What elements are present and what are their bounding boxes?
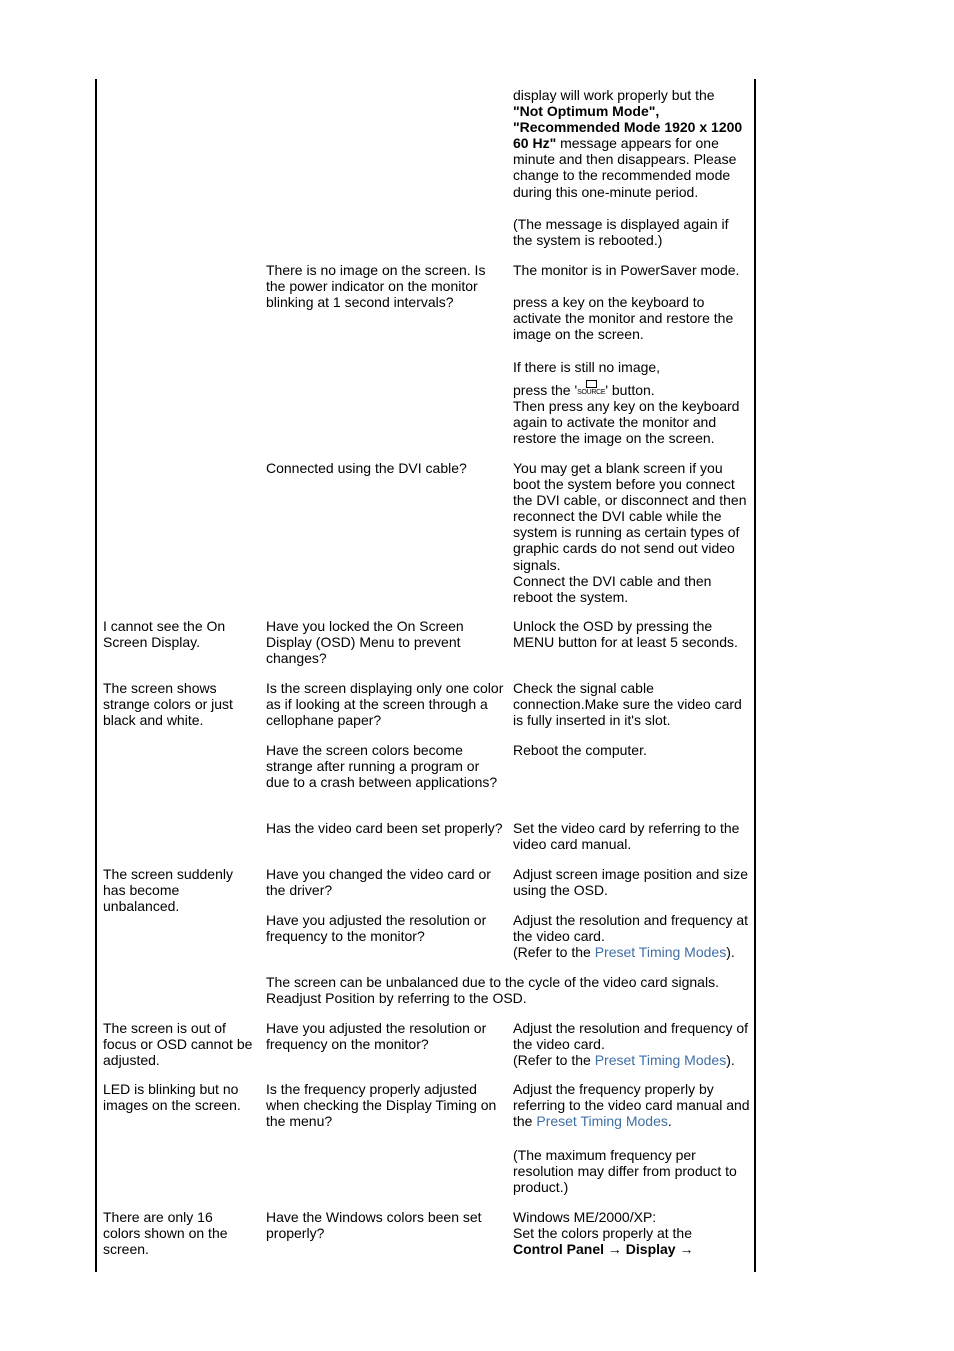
answer-cell <box>513 912 751 960</box>
answer-text: Adjust the frequency properly by referring to the video card manual and the <box>513 1081 750 1130</box>
answer-text: ). <box>726 1052 735 1069</box>
question-cell: Have you adjusted the resolution or frequency to the monitor? <box>266 912 487 945</box>
source-icon-label: SOURCE <box>577 389 606 396</box>
answer-cell <box>513 382 751 399</box>
problem-cell: LED is blinking but no images on the screen. <box>103 1081 241 1114</box>
question-cell: Have you adjusted the resolution or frequency on the monitor? <box>266 1020 487 1053</box>
answer-text: display will work properly but the <box>513 87 715 103</box>
answer-cell: The monitor is in PowerSaver mode. <box>513 262 740 278</box>
answer-cell <box>513 87 751 200</box>
answer-text: Adjust the resolution and frequency at the video card. <box>513 912 749 945</box>
question-cell: There is no image on the screen. Is the power indicator on the monitor blinking at 1 second intervals? <box>266 262 486 311</box>
problem-cell: The screen shows strange colors or just black and white. <box>103 680 233 729</box>
preset-timing-modes-link[interactable]: Preset Timing Modes <box>536 1113 668 1130</box>
problem-cell: The screen is out of focus or OSD cannot be adjusted. <box>103 1020 253 1069</box>
answer-text: ' button. <box>605 382 655 398</box>
answer-text: ). <box>726 944 735 961</box>
answer-text: . <box>667 1113 672 1130</box>
answer-cell: Adjust screen image position and size using the OSD. <box>513 866 749 899</box>
answer-cell <box>513 1209 751 1257</box>
answer-note: (The maximum frequency per resolution may differ from product to product.) <box>513 1147 737 1196</box>
answer-text: press the ' <box>513 382 578 398</box>
answer-emphasis: "Not Optimum Mode", "Recommended Mode 1920 x 1200 60 Hz" <box>513 103 743 152</box>
preset-timing-modes-link[interactable]: Preset Timing Modes <box>594 944 727 961</box>
answer-cell: If there is still no image, <box>513 359 661 375</box>
answer-text: message appears for one minute and then disappears. Please change to the recommended mode during this one-minute period. <box>513 135 737 200</box>
problem-cell: I cannot see the On Screen Display. <box>103 618 226 651</box>
answer-text: Set the colors properly at the <box>513 1225 692 1242</box>
question-cell: Have you locked the On Screen Display (OSD) Menu to prevent changes? <box>266 618 464 667</box>
question-cell: Has the video card been set properly? <box>266 820 503 836</box>
answer-cell: Then press any key on the keyboard again to activate the monitor and restore the image on the screen. <box>513 398 740 447</box>
question-cell: Is the screen displaying only one color as if looking at the screen through a cellophane paper? <box>266 680 504 729</box>
question-cell: Have the screen colors become strange after running a program or due to a crash between applications? <box>266 742 498 791</box>
answer-note: (The message is displayed again if the system is rebooted.) <box>513 216 729 249</box>
question-cell: Is the frequency properly adjusted when checking the Display Timing on the menu? <box>266 1081 497 1130</box>
answer-cell: You may get a blank screen if you boot the system before you connect the DVI cable, or disconnect and then reconnect the DVI cable while the system is running as certain types of graphic cards do not send out video signals. <box>513 460 747 573</box>
answer-cell: Set the video card by referring to the video card manual. <box>513 820 740 853</box>
problem-cell: The screen suddenly has become unbalanced. <box>103 866 233 915</box>
question-cell: Have you changed the video card or the driver? <box>266 866 491 899</box>
answer-cell <box>513 1020 751 1068</box>
answer-cell: Reboot the computer. <box>513 742 647 758</box>
answer-text: (Refer to the <box>513 1052 595 1069</box>
answer-cell: Check the signal cable connection.Make sure the video card is fully inserted in it's slot. <box>513 680 742 729</box>
question-cell: Have the Windows colors been set properly? <box>266 1209 482 1242</box>
answer-text: Windows ME/2000/XP: <box>513 1209 657 1225</box>
source-button-icon <box>577 380 605 397</box>
answer-cell <box>513 1081 751 1129</box>
answer-cell: Unlock the OSD by pressing the MENU button for at least 5 seconds. <box>513 618 738 651</box>
problem-cell: There are only 16 colors shown on the screen. <box>103 1209 228 1258</box>
answer-cell: Connect the DVI cable and then reboot the system. <box>513 573 712 606</box>
note-cell: The screen can be unbalanced due to the cycle of the video card signals. Readjust Position by referring to the OSD. <box>266 974 719 1007</box>
preset-timing-modes-link[interactable]: Preset Timing Modes <box>594 1052 727 1069</box>
answer-cell: press a key on the keyboard to activate the monitor and restore the image on the screen. <box>513 294 734 343</box>
answer-text: Adjust the resolution and frequency of the video card. <box>513 1020 749 1053</box>
answer-text: (Refer to the <box>513 944 595 961</box>
question-cell: Connected using the DVI cable? <box>266 460 467 476</box>
answer-emphasis: Control Panel → Display → <box>513 1241 694 1258</box>
